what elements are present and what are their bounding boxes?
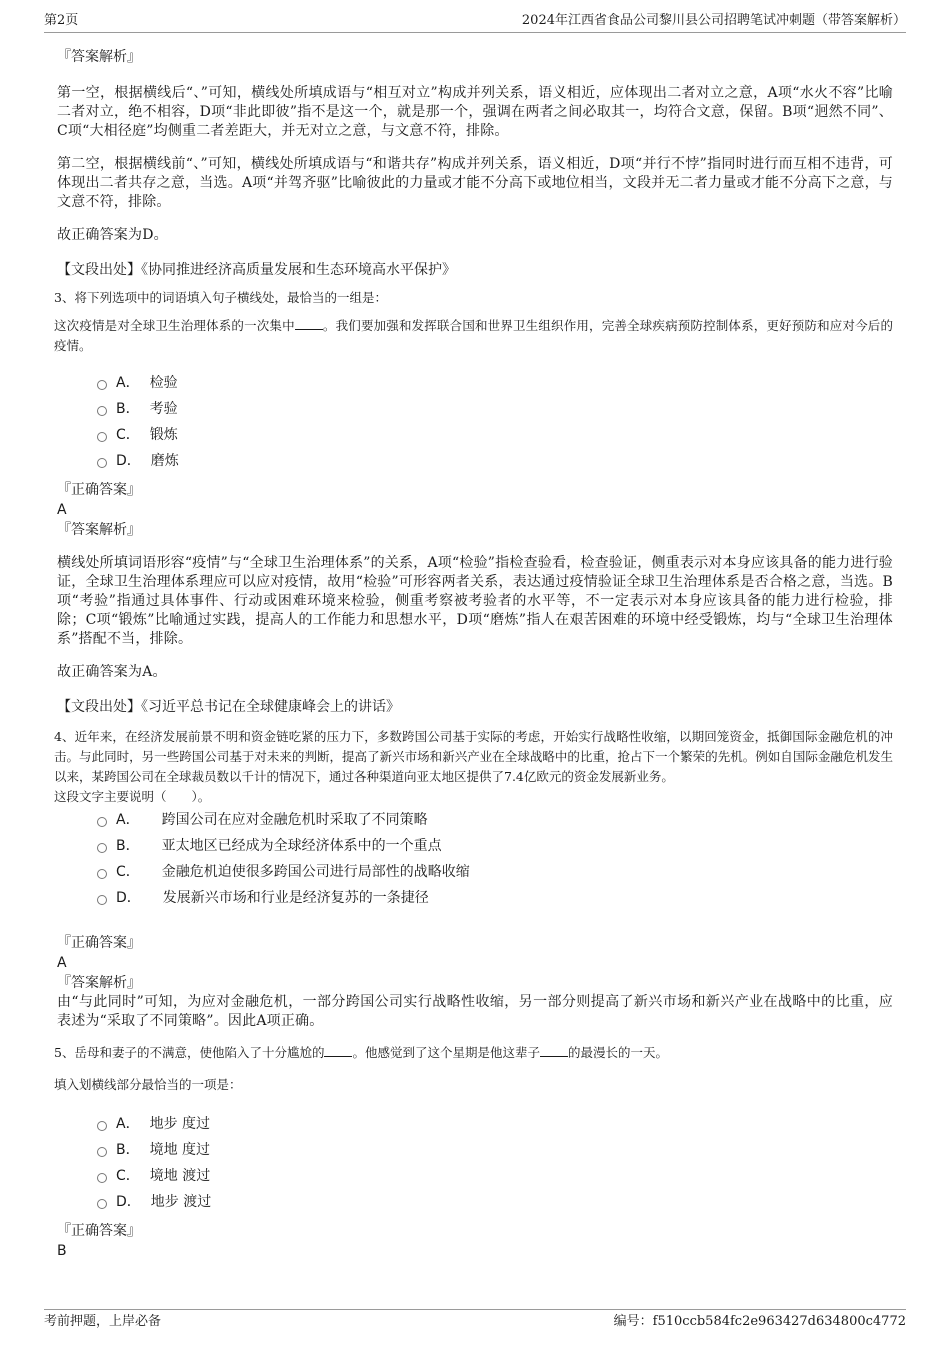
- q3-correct-answer: A: [57, 502, 67, 518]
- radio-icon[interactable]: [97, 895, 107, 905]
- radio-icon[interactable]: [97, 406, 107, 416]
- q4-correct-answer: A: [57, 955, 67, 971]
- q4-analysis: 由“与此同时”可知，为应对金融危机，一部分跨国公司实行战略性收缩，另一部分则提高了新兴市场和新兴产业在战略中的比重，应表述为“采取了不同策略”。因此A项正确。: [57, 994, 893, 1029]
- radio-icon[interactable]: [97, 843, 107, 853]
- footer-code: 编号：f510ccb584fc2e963427d634800c4772: [613, 1314, 906, 1329]
- radio-icon[interactable]: [97, 458, 107, 468]
- page-header: [44, 12, 906, 33]
- q5-option-d[interactable]: D． 地步 渡过: [97, 1189, 893, 1215]
- radio-icon[interactable]: [97, 1147, 107, 1157]
- q3-analysis: 横线处所填词语形容“疫情”与“全球卫生治理体系”的关系，A项“检验”指检查验看，检查验证，侧重表示对本身应该具备的能力进行验证，全球卫生治理体系理应可以应对疫情，故用“检验”可形容两者关系，表达通过疫情验证全球卫生治理体系是否合格之意，当选。B项“考验”指通过具体事件、行动或困难环境来检验，侧重考察被考验者的水平等，不一定表示对本身应该具备的能力进行检验，排除；C项“锻炼”比喻通过实践，提高人的工作能力和思想水平，D项“磨炼”指人在艰苦困难的环境中经受锻炼，均与“全球卫生治理体系”搭配不当，排除。: [57, 555, 893, 647]
- q3-option-d[interactable]: D． 磨炼: [97, 448, 893, 474]
- q3-correct-label: 『正确答案』: [57, 482, 141, 498]
- q5-blank-2: [540, 1044, 568, 1057]
- q5-option-c[interactable]: C． 境地 渡过: [97, 1163, 893, 1189]
- document-title: 2024年江西省食品公司黎川县公司招聘笔试冲刺题（带答案解析）: [521, 13, 906, 28]
- q2-conclusion: 故正确答案为D。: [57, 227, 168, 243]
- q3-option-b[interactable]: B． 考验: [97, 396, 893, 422]
- q5-correct-answer: B: [57, 1243, 67, 1259]
- q5-question: 填入划横线部分最恰当的一项是：: [54, 1077, 242, 1092]
- q4-option-d[interactable]: D． 发展新兴市场和行业是经济复苏的一条捷径: [97, 885, 893, 911]
- radio-icon[interactable]: [97, 380, 107, 390]
- q5-option-a[interactable]: A． 地步 度过: [97, 1111, 893, 1137]
- q2-analysis-label: 『答案解析』: [57, 49, 141, 65]
- q3-source: 【文段出处】《习近平总书记在全球健康峰会上的讲话》: [57, 699, 400, 715]
- q4-option-c[interactable]: C． 金融危机迫使很多跨国公司进行局部性的战略收缩: [97, 859, 893, 885]
- q4-stem: 4、近年来，在经济发展前景不明和资金链吃紧的压力下，多数跨国公司基于实际的考虑，开始实行战略性收缩，以期回笼资金，抵御国际金融危机的冲击。与此同时，另一些跨国公司基于对未来的判断，提高了新兴市场和新兴产业在全球战略中的比重，抢占下一个繁荣的先机。例如自国际金融危机发生以来，某跨国公司在全球裁员数以千计的情况下，通过各种渠道向亚太地区提供了7.4亿欧元的资金发展新业务。: [54, 729, 893, 784]
- radio-icon[interactable]: [97, 432, 107, 442]
- q3-options: [57, 370, 893, 474]
- q4-option-a[interactable]: A． 跨国公司在应对金融危机时采取了不同策略: [97, 807, 893, 833]
- q3-analysis-label: 『答案解析』: [57, 522, 141, 538]
- q5-blank-1: [324, 1044, 352, 1057]
- q4-analysis-label: 『答案解析』: [57, 975, 141, 991]
- q5-option-b[interactable]: B． 境地 度过: [97, 1137, 893, 1163]
- q3-option-a[interactable]: A． 检验: [97, 370, 893, 396]
- q2-analysis-para1: 第一空，根据横线后“、”可知，横线处所填成语与“相互对立”构成并列关系，语义相近，应体现出二者对立之意，A项“水火不容”比喻二者对立，绝不相容，D项“非此即彼”指不是这一个，就是那一个，强调在两者之间必取其一，均符合文意，保留。B项“迥然不同”、C项“大相径庭”均侧重二者差距大，并无对立之意，与文意不符，排除。: [57, 85, 893, 139]
- q4-question: 这段文字主要说明（ ）。: [54, 789, 211, 804]
- footer-slogan: 考前押题，上岸必备: [44, 1314, 162, 1329]
- q4-options: [57, 807, 893, 911]
- q3-head: 3、将下列选项中的词语填入句子横线处，最恰当的一组是：: [54, 290, 387, 305]
- page-footer: [44, 1309, 906, 1332]
- q3-stem: 这次疫情是对全球卫生治理体系的一次集中 。我们要加强和发挥联合国和世界卫生组织作用，完善全球疾病预防控制体系，更好预防和应对今后的疫情。: [54, 318, 893, 353]
- q3-option-c[interactable]: C． 锻炼: [97, 422, 893, 448]
- q4-option-b[interactable]: B． 亚太地区已经成为全球经济体系中的一个重点: [97, 833, 893, 859]
- radio-icon[interactable]: [97, 1121, 107, 1131]
- q3-blank: [295, 317, 323, 330]
- page-content: [54, 40, 893, 1261]
- page-number: 第2页: [44, 13, 79, 28]
- q5-options: [57, 1111, 893, 1215]
- radio-icon[interactable]: [97, 817, 107, 827]
- q2-analysis-para2: 第二空，根据横线前“、”可知，横线处所填成语与“和谐共存”构成并列关系，语义相近，D项“并行不悖”指同时进行而互相不违背，可体现出二者共存之意，当选。A项“并驾齐驱”比喻彼此的力量或才能不分高下或地位相当，文段并无二者力量或才能不分高下之意，与文意不符，排除。: [57, 156, 893, 210]
- q2-source: 【文段出处】《协同推进经济高质量发展和生态环境高水平保护》: [57, 262, 456, 278]
- radio-icon[interactable]: [97, 869, 107, 879]
- q5-stem: 5、岳母和妻子的不满意，使他陷入了十分尴尬的 。他感觉到了这个星期是他这辈子 的最漫长的一天。: [54, 1045, 668, 1060]
- q4-correct-label: 『正确答案』: [57, 935, 141, 951]
- radio-icon[interactable]: [97, 1173, 107, 1183]
- radio-icon[interactable]: [97, 1199, 107, 1209]
- q3-conclusion: 故正确答案为A。: [57, 664, 167, 680]
- q5-correct-label: 『正确答案』: [57, 1223, 141, 1239]
